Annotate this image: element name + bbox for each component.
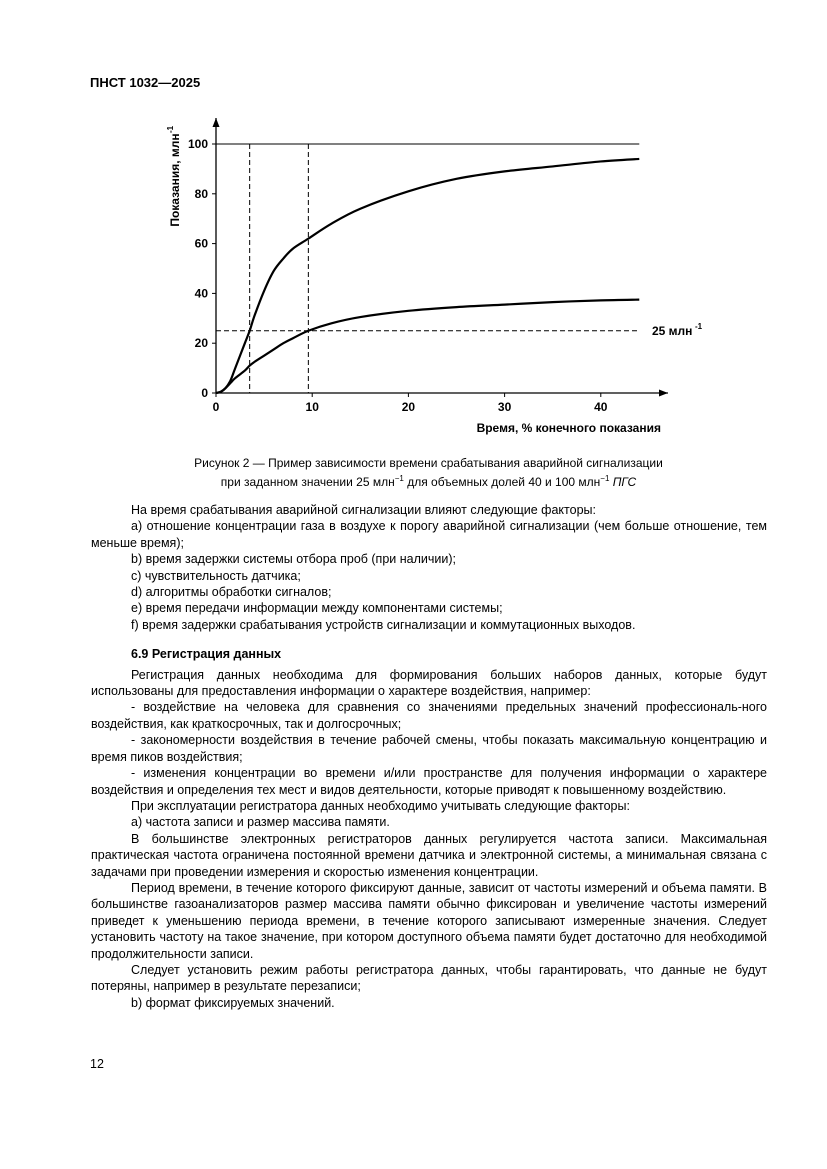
list-item: а) отношение концентрации газа в воздухе к порогу аварийной сигнализации (чем больше отношение, тем меньше время);	[91, 519, 767, 550]
x-axis-arrow	[659, 390, 668, 397]
caption-line-1: Рисунок 2 — Пример зависимости времени срабатывания аварийной сигнализации	[194, 456, 663, 470]
page-number: 12	[90, 1057, 104, 1071]
y-tick-label: 40	[194, 286, 208, 301]
list-item: а) частота записи и размер массива памяти.	[131, 815, 390, 830]
chart-grid	[216, 144, 639, 393]
x-tick-label: 20	[401, 400, 416, 414]
paragraph: Следует установить режим работы регистратора данных, чтобы гарантировать, что данные не будут потеряны, например в результате перезаписи;	[91, 962, 767, 994]
x-tick-label: 0	[212, 400, 220, 414]
x-axis-label: Время, % конечного показания	[476, 421, 661, 435]
threshold-label-superscript: -1	[695, 321, 703, 331]
chart-series	[216, 159, 639, 393]
series-line-2	[216, 300, 639, 393]
list-item: d) алгоритмы обработки сигналов;	[131, 585, 332, 600]
x-tick-label: 30	[497, 400, 512, 414]
response-time-chart	[0, 0, 827, 445]
document-header: ПНСТ 1032—2025	[90, 75, 201, 90]
y-tick-label: 60	[194, 236, 208, 251]
y-tick-label: 0	[201, 386, 208, 400]
y-tick-label: 80	[194, 186, 208, 201]
list-item: b) время задержки системы отбора проб (при наличии);	[131, 552, 456, 567]
y-tick-label: 20	[194, 336, 208, 351]
y-axis-label: Показания, млн	[168, 133, 182, 227]
list-item: с) чувствительность датчика;	[131, 568, 301, 583]
list-item: - изменения концентрации во времени и/или пространстве для получения информации о характере воздействия и определения тех мест и видов деятельности, которые приводят к повышенному воздействию.	[91, 766, 767, 797]
paragraph: Регистрация данных необходима для формирования больших наборов данных, которые будут использованы для предоставления информации о характере воздействия, например:	[91, 667, 767, 699]
figure-caption	[120, 455, 737, 490]
x-tick-label: 10	[305, 400, 319, 414]
paragraph: На время срабатывания аварийной сигнализации влияют следующие факторы:	[131, 503, 596, 517]
paragraph: Период времени, в течение которого фиксируют данные, зависит от частоты измерений и объема памяти. В большинстве газоанализаторов размер массива памяти обычно фиксирован и увеличение частоты измерений приведет к уменьшению периода времени, в течение которого записывают измеренные значения. Следует установить частоту на такое значение, при котором доступного объема памяти будет достаточно для необходимой продолжительности записи.	[91, 880, 767, 961]
chart-axes	[212, 118, 668, 397]
paragraph: При эксплуатации регистратора данных необходимо учитывать следующие факторы:	[131, 798, 630, 813]
list-item: f) время задержки срабатывания устройств сигнализации и коммутационных выходов.	[131, 617, 636, 632]
list-item: b) формат фиксируемых значений.	[131, 995, 335, 1010]
y-tick-label: 100	[187, 137, 208, 151]
caption-line-2: при заданном значении 25 млн$^{-1}$ для объемных долей 40 и 100 млн$^{-1}$ ПГС	[220, 474, 637, 489]
paragraph: В большинстве электронных регистраторов данных регулируется частота записи. Максимальная практическая частота ограничена постоянной времени датчика и электронной системы, а минимальная связана с задачами при проведении измерения и скоростью изменения концентрации.	[91, 831, 767, 879]
series-line-1	[216, 159, 639, 393]
chart-labels	[166, 125, 703, 435]
list-item: - закономерности воздействия в течение рабочей смены, чтобы показать максимальную концентрацию и время пиков воздействия;	[91, 733, 767, 764]
body-text	[91, 502, 767, 1011]
threshold-label: 25 млн	[652, 323, 693, 338]
list-item: е) время передачи информации между компонентами системы;	[131, 601, 503, 616]
list-item: - воздействие на человека для сравнения со значениями предельных значений профессиональ-ного воздействия, как краткосрочных, так и долгосрочных;	[91, 700, 767, 731]
y-axis-arrow	[213, 118, 220, 127]
x-tick-label: 40	[594, 400, 608, 414]
y-axis-label-superscript: -1	[166, 125, 175, 133]
section-title: 6.9 Регистрация данных	[131, 647, 282, 662]
